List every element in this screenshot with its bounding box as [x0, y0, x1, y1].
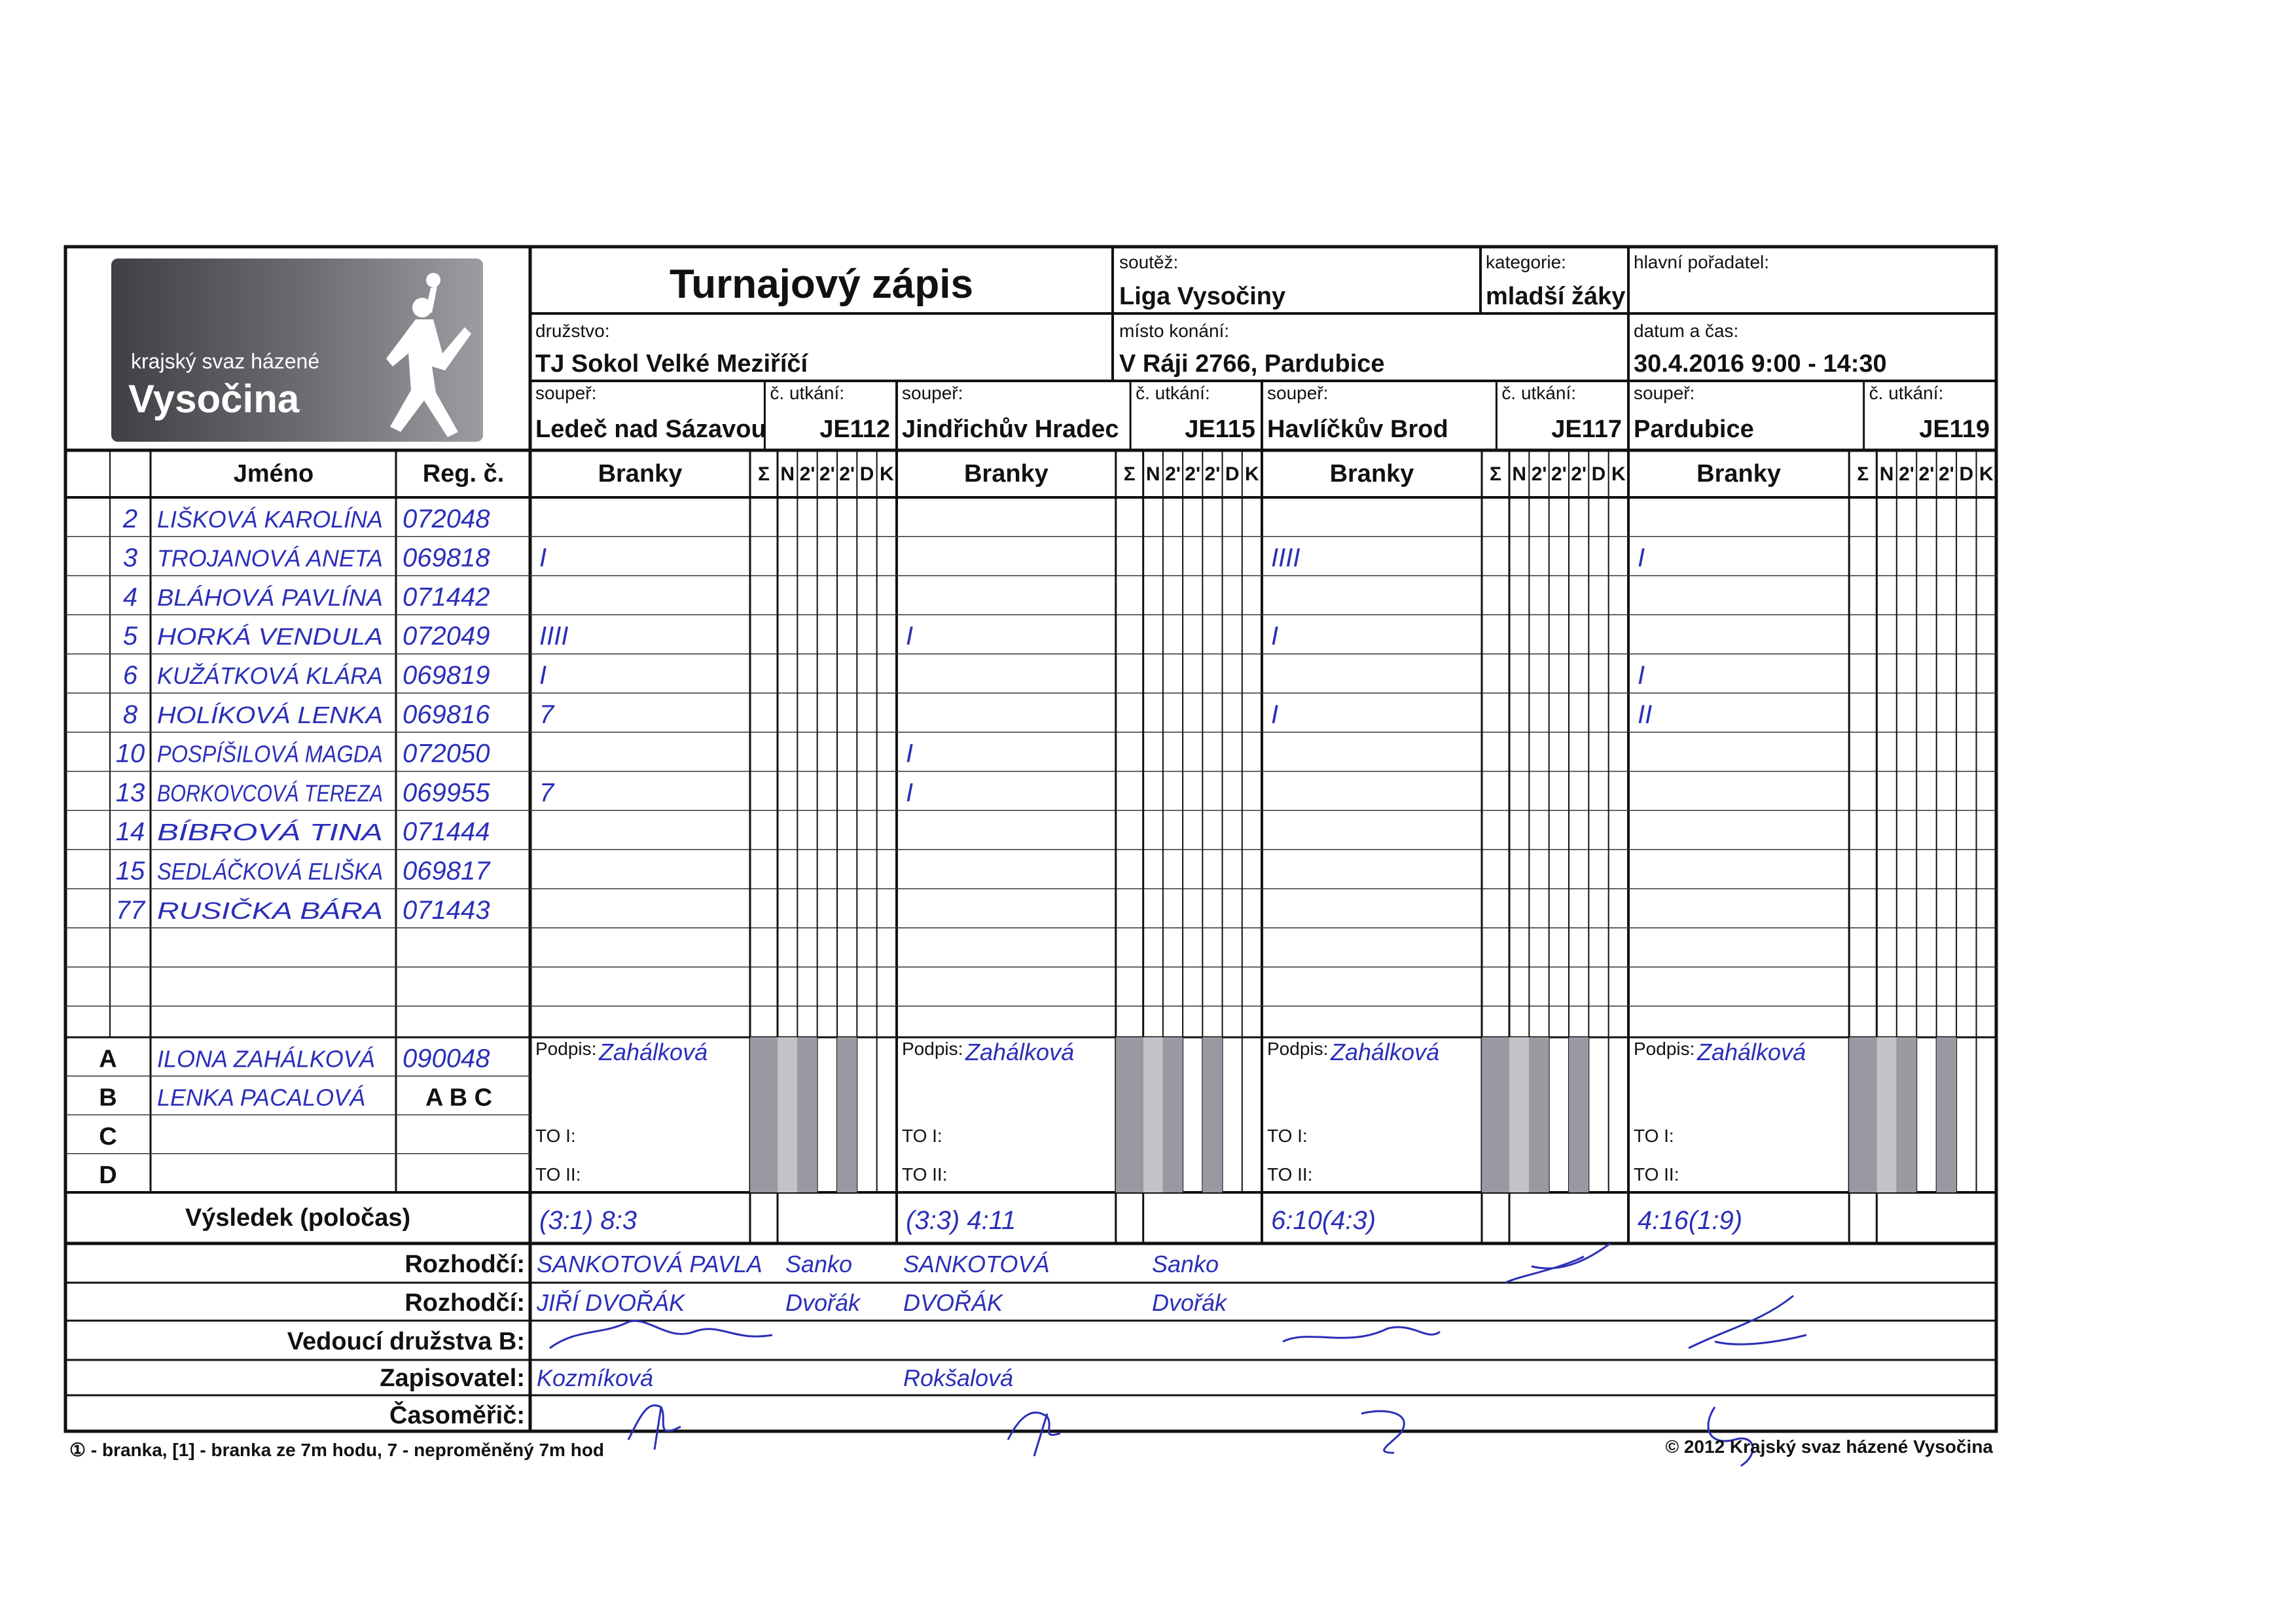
- to1-label: TO I:: [1634, 1126, 1674, 1146]
- shaded-cell: [1116, 1037, 1143, 1192]
- rozhodci-2-name: DVOŘÁK: [903, 1289, 1003, 1316]
- player-goals: II: [1638, 700, 1653, 729]
- shaded-cell: [1876, 1037, 1896, 1192]
- col-d: D: [1225, 463, 1240, 485]
- col-two1: 2': [1531, 463, 1547, 485]
- official-name: ILONA ZAHÁLKOVÁ: [157, 1045, 375, 1073]
- shaded-cell: [1937, 1037, 1956, 1192]
- shaded-cell: [1482, 1037, 1509, 1192]
- to1-label: TO I:: [535, 1126, 576, 1146]
- col-two2: 2': [1551, 463, 1567, 485]
- shaded-cell: [1509, 1037, 1529, 1192]
- col-k: K: [1611, 463, 1626, 485]
- misto-value: V Ráji 2766, Pardubice: [1119, 350, 1385, 378]
- label-rozhodci-1: Rozhodčí:: [404, 1251, 525, 1278]
- souper-name: Havlíčkův Brod: [1267, 416, 1448, 443]
- rozhodci-1-signature: Sanko: [1152, 1251, 1219, 1277]
- table-row: [123, 661, 1645, 690]
- logo-line1: krajský svaz házené: [131, 349, 320, 373]
- podpis-label: Podpis:: [902, 1039, 963, 1059]
- player-name: BLÁHOVÁ PAVLÍNA: [157, 584, 383, 611]
- table-row: [116, 896, 490, 925]
- player-goals: I: [1271, 622, 1279, 651]
- official-letter: D: [99, 1162, 117, 1189]
- col-sigma: Σ: [1489, 463, 1502, 485]
- player-name: KUŽÁTKOVÁ KLÁRA: [157, 662, 383, 689]
- col-two3: 2': [1204, 463, 1221, 485]
- kategorie-value: mladší žáky: [1486, 283, 1626, 310]
- player-reg: 071442: [403, 582, 490, 612]
- shaded-cell: [750, 1037, 778, 1192]
- player-list: [116, 505, 1652, 925]
- official-letter: A: [99, 1045, 117, 1073]
- footer-legend: ① - branka, [1] - branka ze 7m hodu, 7 - neproměněný 7m hod: [69, 1440, 605, 1460]
- kategorie-label: kategorie:: [1486, 252, 1566, 272]
- col-n: N: [780, 463, 795, 485]
- shaded-cell: [1529, 1037, 1549, 1192]
- player-name: RUSIČKA BÁRA: [157, 897, 383, 924]
- cislo-utkani: JE119: [1919, 416, 1990, 443]
- player-name: SEDLÁČKOVÁ ELIŠKA: [157, 858, 383, 885]
- officials-list: [99, 1044, 492, 1189]
- player-goals: I: [1638, 661, 1645, 690]
- official-row: [99, 1044, 490, 1073]
- shaded-cell: [1849, 1037, 1876, 1192]
- player-reg: 069955: [403, 778, 490, 808]
- player-goals: I: [1638, 543, 1645, 573]
- official-reg: 090048: [403, 1044, 490, 1073]
- to2-label: TO II:: [902, 1164, 948, 1185]
- col-two3: 2': [839, 463, 855, 485]
- table-row: [123, 544, 1645, 573]
- poradatel-label: hlavní pořadatel:: [1634, 252, 1770, 272]
- col-two1: 2': [1899, 463, 1914, 485]
- rozhodci-2-signature: Dvořák: [1152, 1289, 1227, 1316]
- match-result: 6:10(4:3): [1271, 1206, 1376, 1235]
- col-two2: 2': [1918, 463, 1935, 485]
- table-row: [116, 817, 490, 846]
- to1-label: TO I:: [902, 1126, 942, 1146]
- soutez-label: soutěž:: [1119, 252, 1179, 272]
- souper-label: soupeř:: [1267, 383, 1329, 403]
- player-reg: 069816: [403, 700, 490, 729]
- official-row: [99, 1123, 117, 1150]
- player-name: POSPÍŠILOVÁ MAGDA: [157, 740, 383, 768]
- col-two3: 2': [1938, 463, 1954, 485]
- player-number: 13: [115, 778, 145, 808]
- souper-label: soupeř:: [902, 383, 963, 403]
- table-row: [116, 778, 913, 807]
- col-branky: Branky: [963, 460, 1049, 488]
- cislo-utkani: JE117: [1551, 416, 1622, 443]
- podpis-label: Podpis:: [535, 1039, 597, 1059]
- col-two1: 2': [1165, 463, 1181, 485]
- player-goals: 7: [539, 700, 554, 729]
- druzstvo-label: družstvo:: [535, 321, 610, 341]
- col-jmeno: Jméno: [233, 460, 314, 488]
- result-label: Výsledek (poločas): [185, 1204, 411, 1232]
- souper-name: Jindřichův Hradec: [902, 416, 1119, 443]
- cislo-utkani: JE115: [1185, 416, 1255, 443]
- soutez-value: Liga Vysočiny: [1119, 283, 1286, 310]
- to2-label: TO II:: [1267, 1164, 1313, 1185]
- misto-label: místo konání:: [1119, 321, 1230, 341]
- zapisovatel-signature: Kozmíková: [537, 1364, 654, 1391]
- player-number: 14: [115, 817, 145, 847]
- souper-label: soupeř:: [535, 383, 597, 403]
- cislo-label: č. utkání:: [1501, 383, 1577, 403]
- podpis-signature: Zahálková: [1331, 1039, 1440, 1065]
- col-branky: Branky: [1696, 460, 1782, 488]
- podpis-signature: Zahálková: [599, 1039, 708, 1065]
- player-name: TROJANOVÁ ANETA: [157, 544, 383, 572]
- page-title: Turnajový zápis: [670, 262, 973, 307]
- match-result: (3:1) 8:3: [539, 1206, 637, 1235]
- table-row: [123, 622, 1278, 651]
- shaded-cell: [837, 1037, 857, 1192]
- podpis-label: Podpis:: [1634, 1039, 1695, 1059]
- label-vedouci: Vedoucí družstva B:: [287, 1328, 525, 1355]
- match-bottom: [536, 1206, 1742, 1391]
- druzstvo-value: TJ Sokol Velké Meziříčí: [535, 350, 808, 378]
- zapisovatel-signature: Rokšalová: [903, 1364, 1014, 1391]
- rozhodci-1-name: SANKOTOVÁ PAVLA: [537, 1251, 762, 1277]
- col-sigma: Σ: [1857, 463, 1869, 485]
- col-reg: Reg. č.: [422, 460, 505, 488]
- table-row: [116, 857, 491, 885]
- player-goals: IIII: [1271, 543, 1300, 573]
- col-branky: Branky: [598, 460, 683, 488]
- shaded-cell: [1202, 1037, 1222, 1192]
- official-name: LENKA PACALOVÁ: [157, 1084, 366, 1111]
- table-row: [123, 582, 490, 611]
- player-reg: 072048: [403, 504, 490, 533]
- col-k: K: [879, 463, 894, 485]
- col-two3: 2': [1571, 463, 1587, 485]
- player-reg: 069817: [403, 857, 490, 885]
- logo: [111, 259, 483, 442]
- souper-name: Ledeč nad Sázavou: [535, 416, 766, 443]
- player-reg: 071443: [403, 895, 490, 925]
- cislo-label: č. utkání:: [1869, 383, 1944, 403]
- col-d: D: [1591, 463, 1606, 485]
- podpis-label: Podpis:: [1267, 1039, 1329, 1059]
- player-number: 6: [122, 661, 138, 690]
- shaded-cell: [778, 1037, 797, 1192]
- col-n: N: [1879, 463, 1894, 485]
- player-number: 5: [122, 622, 138, 651]
- player-name: HOLÍKOVÁ LENKA: [157, 701, 383, 728]
- label-casomeric: Časoměřič:: [389, 1402, 525, 1429]
- label-zapisovatel: Zapisovatel:: [380, 1364, 525, 1392]
- col-two2: 2': [819, 463, 835, 485]
- player-name: LIŠKOVÁ KAROLÍNA: [157, 505, 383, 533]
- player-goals: 7: [539, 778, 554, 808]
- player-reg: 069818: [403, 543, 490, 573]
- player-number: 2: [122, 504, 138, 533]
- player-reg: 071444: [403, 817, 490, 847]
- rozhodci-2-signature: Dvořák: [785, 1289, 861, 1316]
- player-goals: I: [539, 661, 547, 690]
- player-name: BÍBROVÁ TINA: [157, 819, 383, 846]
- player-goals: I: [1271, 700, 1279, 729]
- table-row: [122, 505, 490, 533]
- podpis-signature: Zahálková: [965, 1039, 1075, 1065]
- cislo-utkani: JE112: [819, 416, 890, 443]
- col-d: D: [1959, 463, 1974, 485]
- player-goals: I: [539, 543, 547, 573]
- shaded-cell: [797, 1037, 817, 1192]
- to1-label: TO I:: [1267, 1126, 1308, 1146]
- player-number: 8: [122, 700, 138, 729]
- table-row: [123, 700, 1652, 729]
- shaded-cell: [1163, 1037, 1183, 1192]
- player-goals: I: [906, 622, 914, 651]
- shaded-cell: [1897, 1037, 1916, 1192]
- col-k: K: [1979, 463, 1994, 485]
- shaded-cell: [1569, 1037, 1588, 1192]
- player-goals: I: [906, 778, 914, 808]
- col-n: N: [1512, 463, 1527, 485]
- player-number: 77: [115, 895, 145, 925]
- footer-copyright: © 2012 Krajský svaz házené Vysočina: [1665, 1436, 1993, 1457]
- to2-label: TO II:: [535, 1164, 581, 1185]
- col-two1: 2': [799, 463, 816, 485]
- col-sigma: Σ: [1123, 463, 1136, 485]
- match-result: (3:3) 4:11: [906, 1206, 1016, 1235]
- col-n: N: [1145, 463, 1160, 485]
- match-result: 4:16(1:9): [1638, 1206, 1743, 1235]
- podpis-signature: Zahálková: [1697, 1039, 1806, 1065]
- datum-label: datum a čas:: [1634, 321, 1739, 341]
- player-reg: 069819: [403, 661, 490, 690]
- to2-label: TO II:: [1634, 1164, 1679, 1185]
- cislo-label: č. utkání:: [770, 383, 845, 403]
- official-reg: A B C: [425, 1084, 493, 1112]
- official-letter: B: [99, 1084, 117, 1112]
- player-number: 3: [122, 543, 138, 573]
- col-sigma: Σ: [757, 463, 770, 485]
- col-k: K: [1245, 463, 1259, 485]
- player-goals: IIII: [539, 622, 569, 651]
- official-letter: C: [99, 1122, 117, 1150]
- player-number: 10: [115, 739, 145, 768]
- datum-value: 30.4.2016 9:00 - 14:30: [1634, 350, 1887, 378]
- cislo-label: č. utkání:: [1136, 383, 1210, 403]
- logo-line2: Vysočina: [128, 377, 300, 421]
- rozhodci-1-name: SANKOTOVÁ: [903, 1251, 1050, 1277]
- player-reg: 072049: [403, 622, 490, 651]
- rozhodci-1-signature: Sanko: [785, 1251, 853, 1277]
- player-goals: I: [906, 739, 914, 768]
- official-row: [99, 1162, 117, 1189]
- souper-label: soupeř:: [1634, 383, 1695, 403]
- col-two2: 2': [1185, 463, 1201, 485]
- player-number: 15: [115, 857, 145, 885]
- player-name: HORKÁ VENDULA: [157, 623, 383, 651]
- official-row: [99, 1084, 492, 1112]
- player-reg: 072050: [403, 739, 490, 768]
- table-row: [116, 740, 913, 768]
- rozhodci-2-name: JIŘÍ DVOŘÁK: [537, 1289, 685, 1316]
- shaded-cell: [1143, 1037, 1163, 1192]
- label-rozhodci-2: Rozhodčí:: [404, 1289, 525, 1317]
- col-branky: Branky: [1329, 460, 1414, 488]
- player-name: BORKOVCOVÁ TEREZA: [157, 779, 383, 807]
- souper-name: Pardubice: [1634, 416, 1754, 443]
- col-d: D: [859, 463, 874, 485]
- player-number: 4: [122, 582, 138, 612]
